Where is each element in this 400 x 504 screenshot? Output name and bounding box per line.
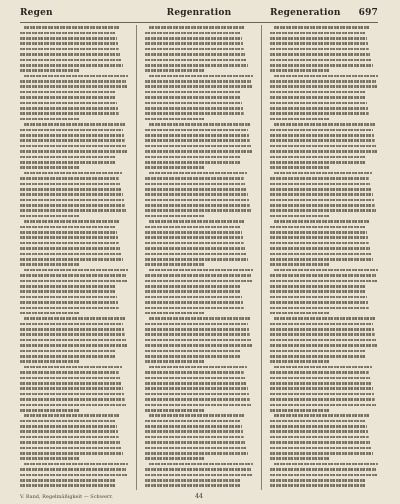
text-line-ink bbox=[20, 64, 123, 67]
text-line-ink bbox=[145, 102, 242, 105]
text-line-ink bbox=[24, 317, 126, 320]
text-line-ink bbox=[20, 193, 123, 196]
text-line-ink bbox=[20, 53, 120, 56]
text-line-ink bbox=[145, 404, 251, 407]
text-line-ink bbox=[270, 161, 366, 164]
text-line-ink bbox=[270, 339, 376, 342]
text-line-ink bbox=[145, 42, 243, 45]
text-column-left bbox=[20, 25, 128, 490]
text-line-ink bbox=[20, 307, 119, 310]
text-line-ink bbox=[145, 263, 204, 266]
text-line-ink bbox=[20, 344, 127, 347]
text-line-ink bbox=[145, 48, 244, 51]
text-line-ink bbox=[145, 285, 240, 288]
text-line-ink bbox=[270, 333, 375, 336]
text-line-ink bbox=[145, 323, 248, 326]
text-line-ink bbox=[270, 236, 368, 239]
text-line-ink bbox=[270, 32, 366, 35]
text-line-ink bbox=[20, 290, 116, 293]
text-line-ink bbox=[270, 107, 368, 110]
text-line-ink bbox=[270, 215, 329, 218]
text-line-ink bbox=[20, 139, 125, 142]
text-line-ink bbox=[270, 226, 366, 229]
text-line-ink bbox=[145, 484, 241, 487]
text-line-ink bbox=[20, 430, 118, 433]
text-line-ink bbox=[20, 398, 125, 401]
text-line-ink bbox=[149, 317, 251, 320]
text-column-middle bbox=[145, 25, 253, 490]
text-line-ink bbox=[145, 441, 245, 444]
text-line-ink bbox=[270, 112, 369, 115]
text-line-ink bbox=[270, 484, 366, 487]
text-line-ink bbox=[145, 312, 204, 315]
footer-signature: 44 bbox=[195, 493, 203, 500]
text-line-ink bbox=[145, 430, 243, 433]
text-line-ink bbox=[20, 156, 115, 159]
text-line-ink bbox=[20, 474, 127, 477]
text-line-ink bbox=[145, 231, 242, 234]
text-line bbox=[270, 483, 378, 488]
text-line-ink bbox=[20, 102, 117, 105]
text-line-ink bbox=[20, 468, 126, 471]
text-line-ink bbox=[20, 145, 126, 148]
text-line-ink bbox=[145, 344, 252, 347]
text-line-ink bbox=[20, 161, 116, 164]
text-line-ink bbox=[20, 274, 126, 277]
text-line-ink bbox=[274, 123, 376, 126]
text-line-ink bbox=[145, 247, 245, 250]
text-line-ink bbox=[270, 183, 370, 186]
text-line-ink bbox=[145, 85, 252, 88]
text-line-ink bbox=[145, 64, 248, 67]
text-line-ink bbox=[270, 204, 375, 207]
text-line-ink bbox=[145, 301, 243, 304]
text-line-ink bbox=[149, 414, 244, 417]
text-line-ink bbox=[270, 441, 370, 444]
text-line-ink bbox=[270, 382, 372, 385]
text-line-ink bbox=[270, 468, 376, 471]
text-line-ink bbox=[20, 258, 123, 261]
header-center-word: Regenration bbox=[166, 8, 232, 18]
text-line-ink bbox=[274, 172, 372, 175]
text-line-ink bbox=[20, 69, 79, 72]
text-line-ink bbox=[270, 452, 373, 455]
text-line-ink bbox=[145, 339, 251, 342]
text-line-ink bbox=[270, 37, 367, 40]
text-line-ink bbox=[145, 307, 244, 310]
text-line-ink bbox=[145, 474, 252, 477]
text-line-ink bbox=[145, 91, 240, 94]
text-line-ink bbox=[270, 134, 374, 137]
text-line-ink bbox=[270, 193, 373, 196]
text-line-ink bbox=[24, 172, 122, 175]
text-line-ink bbox=[145, 425, 242, 428]
footer-imprint: V. Band, Regelmäßigkeit — Schwerr. bbox=[20, 493, 113, 500]
text-line-ink bbox=[20, 285, 115, 288]
text-line-ink bbox=[145, 204, 250, 207]
text-line-ink bbox=[270, 48, 369, 51]
text-line-ink bbox=[20, 42, 118, 45]
text-line-ink bbox=[145, 177, 244, 180]
text-line-ink bbox=[145, 436, 244, 439]
text-line-ink bbox=[145, 360, 204, 363]
text-line-ink bbox=[270, 96, 366, 99]
text-line-ink bbox=[20, 328, 124, 331]
text-line-ink bbox=[270, 80, 376, 83]
text-line-ink bbox=[270, 129, 373, 132]
page-footer bbox=[20, 492, 378, 501]
text-line-ink bbox=[145, 452, 248, 455]
text-line-ink bbox=[20, 441, 120, 444]
text-line-ink bbox=[274, 414, 369, 417]
text-line-ink bbox=[20, 48, 119, 51]
text-line-ink bbox=[24, 269, 128, 272]
text-line-ink bbox=[145, 150, 252, 153]
text-line-ink bbox=[145, 96, 241, 99]
text-line-ink bbox=[20, 253, 122, 256]
text-line-ink bbox=[145, 134, 249, 137]
text-columns bbox=[20, 25, 378, 490]
text-line-ink bbox=[270, 420, 366, 423]
header-left-word: Regen bbox=[20, 8, 53, 18]
text-line-ink bbox=[145, 328, 249, 331]
text-column-right bbox=[270, 25, 378, 490]
text-line-ink bbox=[274, 26, 369, 29]
text-line-ink bbox=[20, 339, 126, 342]
text-line-ink bbox=[145, 32, 241, 35]
text-line-ink bbox=[145, 183, 245, 186]
text-line-ink bbox=[20, 263, 79, 266]
text-line-ink bbox=[145, 156, 240, 159]
text-line-ink bbox=[145, 274, 251, 277]
text-line-ink bbox=[270, 430, 368, 433]
text-line-ink bbox=[270, 457, 329, 460]
text-line-ink bbox=[20, 355, 116, 358]
text-line-ink bbox=[20, 32, 116, 35]
text-line-ink bbox=[20, 280, 127, 283]
text-line-ink bbox=[270, 263, 329, 266]
text-line-ink bbox=[145, 37, 242, 40]
text-line-ink bbox=[270, 425, 367, 428]
text-line-ink bbox=[270, 479, 365, 482]
text-line-ink bbox=[20, 236, 118, 239]
text-line-ink bbox=[145, 350, 240, 353]
text-line-ink bbox=[20, 452, 123, 455]
text-line-ink bbox=[20, 199, 124, 202]
text-line-ink bbox=[20, 350, 115, 353]
text-line-ink bbox=[270, 344, 377, 347]
text-line-ink bbox=[20, 118, 79, 121]
text-line-ink bbox=[145, 161, 241, 164]
text-line-ink bbox=[270, 242, 369, 245]
text-line-ink bbox=[270, 355, 366, 358]
text-line-ink bbox=[20, 129, 123, 132]
text-line-ink bbox=[20, 333, 125, 336]
text-line-ink bbox=[270, 247, 370, 250]
text-line-ink bbox=[149, 26, 244, 29]
text-line-ink bbox=[20, 409, 79, 412]
text-line-ink bbox=[145, 69, 204, 72]
text-line-ink bbox=[149, 220, 244, 223]
text-line-ink bbox=[145, 112, 244, 115]
text-line-ink bbox=[20, 215, 79, 218]
text-line-ink bbox=[270, 296, 367, 299]
text-line-ink bbox=[145, 59, 247, 62]
text-line-ink bbox=[20, 404, 126, 407]
text-line-ink bbox=[270, 387, 373, 390]
text-line-ink bbox=[20, 242, 119, 245]
text-line-ink bbox=[20, 204, 125, 207]
header-right-word: Regeneration bbox=[270, 8, 341, 18]
text-line-ink bbox=[145, 280, 252, 283]
text-line-ink bbox=[145, 333, 250, 336]
text-line-ink bbox=[270, 312, 329, 315]
text-line-ink bbox=[270, 285, 365, 288]
text-line-ink bbox=[270, 139, 375, 142]
text-line-ink bbox=[145, 447, 247, 450]
text-line-ink bbox=[20, 59, 122, 62]
text-line-ink bbox=[145, 457, 204, 460]
text-line-ink bbox=[270, 177, 369, 180]
text-line-ink bbox=[20, 80, 126, 83]
text-line-ink bbox=[274, 269, 378, 272]
text-line-ink bbox=[20, 134, 124, 137]
text-line-ink bbox=[24, 366, 122, 369]
text-line-ink bbox=[145, 107, 243, 110]
text-line-ink bbox=[20, 247, 120, 250]
text-line-ink bbox=[270, 102, 367, 105]
text-line-ink bbox=[145, 468, 251, 471]
text-line-ink bbox=[20, 37, 117, 40]
text-line-ink bbox=[145, 215, 204, 218]
text-line-ink bbox=[145, 355, 241, 358]
text-line-ink bbox=[20, 447, 122, 450]
text-line-ink bbox=[20, 209, 126, 212]
text-line-ink bbox=[145, 199, 249, 202]
text-line-ink bbox=[270, 398, 375, 401]
text-line-ink bbox=[270, 377, 370, 380]
text-line-ink bbox=[149, 172, 247, 175]
text-line-ink bbox=[20, 91, 115, 94]
text-line-ink bbox=[274, 75, 378, 78]
text-line-ink bbox=[145, 479, 240, 482]
text-line-ink bbox=[145, 387, 248, 390]
text-line-ink bbox=[270, 59, 372, 62]
text-line-ink bbox=[145, 371, 244, 374]
text-line-ink bbox=[270, 474, 377, 477]
text-line-ink bbox=[145, 145, 251, 148]
text-line-ink bbox=[145, 242, 244, 245]
text-line-ink bbox=[20, 377, 120, 380]
text-line-ink bbox=[20, 371, 119, 374]
text-line-ink bbox=[20, 323, 123, 326]
text-line-ink bbox=[145, 139, 250, 142]
text-line-ink bbox=[270, 118, 329, 121]
text-line-ink bbox=[145, 420, 241, 423]
text-line-ink bbox=[270, 42, 368, 45]
text-line-ink bbox=[145, 209, 251, 212]
text-line-ink bbox=[20, 360, 79, 363]
text-line-ink bbox=[145, 193, 248, 196]
text-line-ink bbox=[270, 404, 376, 407]
text-line-ink bbox=[274, 220, 369, 223]
text-line-ink bbox=[20, 296, 117, 299]
header-rule bbox=[20, 22, 378, 23]
text-line-ink bbox=[20, 479, 115, 482]
text-line-ink bbox=[20, 231, 117, 234]
text-line-ink bbox=[270, 328, 374, 331]
text-line-ink bbox=[20, 484, 116, 487]
text-line-ink bbox=[270, 274, 376, 277]
text-line-ink bbox=[270, 253, 372, 256]
text-line-ink bbox=[270, 188, 372, 191]
text-line-ink bbox=[270, 258, 373, 261]
text-line-ink bbox=[20, 107, 118, 110]
text-line-ink bbox=[270, 209, 376, 212]
text-line-ink bbox=[270, 231, 367, 234]
text-line-ink bbox=[24, 414, 119, 417]
text-line-ink bbox=[149, 75, 253, 78]
text-line bbox=[145, 483, 253, 488]
text-line-ink bbox=[270, 85, 377, 88]
text-line-ink bbox=[270, 307, 369, 310]
text-line-ink bbox=[270, 350, 365, 353]
text-line-ink bbox=[145, 398, 250, 401]
text-line-ink bbox=[270, 360, 329, 363]
text-line-ink bbox=[145, 382, 247, 385]
text-line-ink bbox=[270, 290, 366, 293]
text-line-ink bbox=[20, 188, 122, 191]
text-line-ink bbox=[149, 366, 247, 369]
text-line-ink bbox=[145, 393, 249, 396]
text-line-ink bbox=[270, 199, 374, 202]
text-line-ink bbox=[24, 26, 119, 29]
text-line-ink bbox=[145, 236, 243, 239]
text-line-ink bbox=[145, 118, 204, 121]
column-divider-2 bbox=[261, 25, 262, 490]
text-line-ink bbox=[20, 85, 127, 88]
column-divider-1 bbox=[136, 25, 137, 490]
text-line-ink bbox=[270, 280, 377, 283]
text-line-ink bbox=[20, 436, 119, 439]
text-line-ink bbox=[270, 69, 329, 72]
text-line-ink bbox=[24, 75, 128, 78]
text-line-ink bbox=[145, 377, 245, 380]
text-line-ink bbox=[20, 312, 79, 315]
text-line-ink bbox=[270, 53, 370, 56]
text-line-ink bbox=[270, 145, 376, 148]
text-line-ink bbox=[24, 123, 126, 126]
page-number: 697 bbox=[358, 8, 378, 18]
text-line-ink bbox=[274, 366, 372, 369]
text-line-ink bbox=[20, 393, 124, 396]
text-line-ink bbox=[270, 323, 373, 326]
text-line-ink bbox=[270, 166, 329, 169]
text-line-ink bbox=[270, 91, 365, 94]
text-line-ink bbox=[20, 150, 127, 153]
text-line bbox=[20, 483, 128, 488]
text-line-ink bbox=[145, 226, 241, 229]
text-line-ink bbox=[20, 183, 120, 186]
text-line-ink bbox=[20, 112, 119, 115]
text-line-ink bbox=[145, 253, 247, 256]
text-line-ink bbox=[20, 457, 79, 460]
text-line-ink bbox=[274, 317, 376, 320]
text-line-ink bbox=[149, 463, 253, 466]
text-line-ink bbox=[24, 220, 119, 223]
page-header bbox=[20, 8, 378, 22]
text-line-ink bbox=[145, 53, 245, 56]
text-line-ink bbox=[20, 301, 118, 304]
text-line-ink bbox=[270, 301, 368, 304]
text-line-ink bbox=[20, 382, 122, 385]
text-line-ink bbox=[270, 156, 365, 159]
text-line-ink bbox=[270, 447, 372, 450]
text-line-ink bbox=[149, 269, 253, 272]
text-line-ink bbox=[20, 226, 116, 229]
text-line-ink bbox=[20, 420, 116, 423]
text-line-ink bbox=[145, 296, 242, 299]
text-line-ink bbox=[145, 188, 247, 191]
text-line-ink bbox=[20, 166, 79, 169]
text-line-ink bbox=[20, 425, 117, 428]
text-line-ink bbox=[270, 150, 377, 153]
text-line-ink bbox=[149, 123, 251, 126]
text-line-ink bbox=[145, 80, 251, 83]
text-line-ink bbox=[270, 393, 374, 396]
text-line-ink bbox=[20, 177, 119, 180]
text-line-ink bbox=[270, 409, 329, 412]
text-line-ink bbox=[270, 436, 369, 439]
text-line-ink bbox=[20, 96, 116, 99]
text-line-ink bbox=[145, 290, 241, 293]
text-line-ink bbox=[145, 409, 204, 412]
text-line-ink bbox=[270, 64, 373, 67]
text-line-ink bbox=[274, 463, 378, 466]
text-line-ink bbox=[145, 258, 248, 261]
text-line-ink bbox=[145, 166, 204, 169]
text-line-ink bbox=[145, 129, 248, 132]
text-line-ink bbox=[20, 387, 123, 390]
text-line-ink bbox=[24, 463, 128, 466]
text-line-ink bbox=[270, 371, 369, 374]
